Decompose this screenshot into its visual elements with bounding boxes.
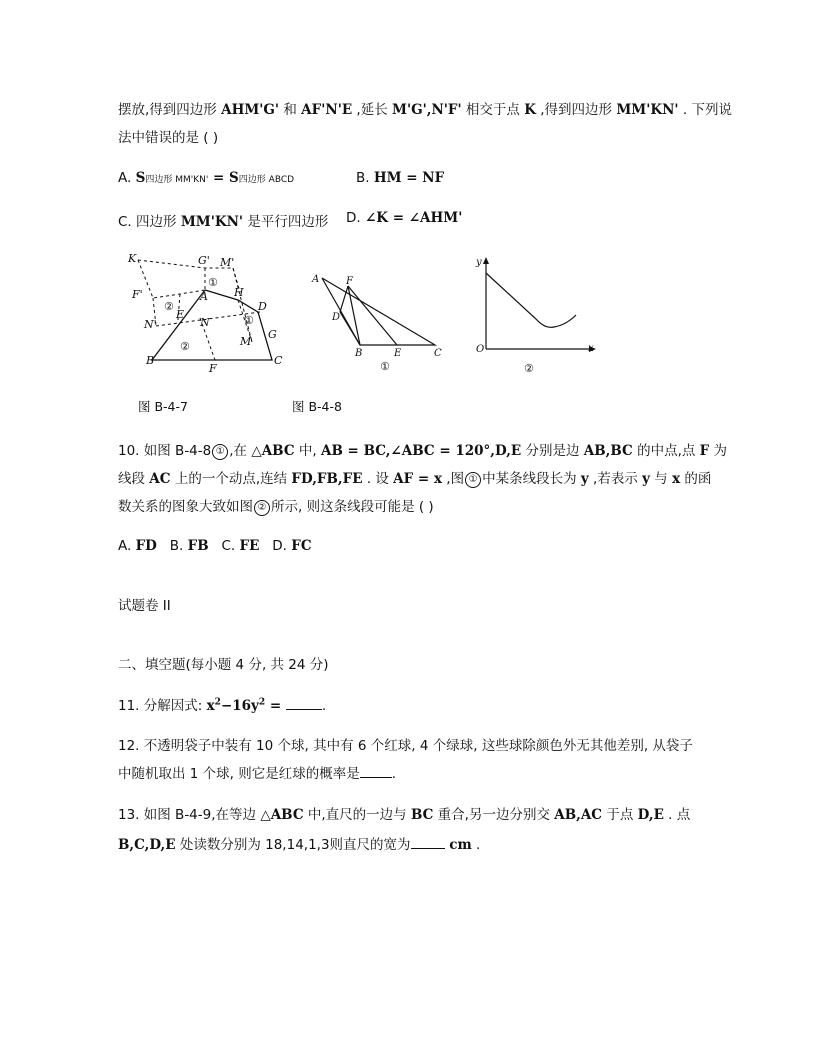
text: 10. 如图 B-4-8 (118, 443, 212, 459)
q10-line-3 (118, 495, 434, 516)
fig48-label-circle1: ① (380, 360, 390, 373)
math: y (580, 471, 589, 487)
text: ,延长 (352, 102, 392, 118)
option-label: A. (118, 170, 136, 186)
text: . (391, 766, 397, 782)
answer-blank[interactable] (286, 697, 322, 710)
math: MM'KN' (180, 214, 244, 230)
math: FD (135, 538, 157, 554)
text: 的中点,点 (632, 443, 700, 459)
fig48-label-f: F (346, 276, 353, 287)
figure-caption-b-4-7: 图 B-4-7 (138, 399, 188, 414)
option-label: D. (272, 538, 292, 554)
text: 分别是边 (521, 443, 584, 459)
option-label: B. (169, 538, 188, 554)
text: 是平行四边形 (243, 214, 329, 230)
text: 中, (294, 443, 321, 459)
math: HM = NF (373, 170, 445, 186)
option-label: C. 四边形 (118, 214, 181, 230)
fig47-label-circle1-right: ① (244, 314, 254, 327)
text: . (321, 698, 327, 714)
q12-line-1: 12. 不透明袋子中装有 10 个球, 其中有 6 个红球, 4 个绿球, 这些球除颜色外无其他差别, 从袋子 (118, 738, 693, 754)
fig48-label-d: D (332, 312, 341, 323)
text: ,图 (442, 471, 465, 487)
fig47-label-n1: N' (144, 318, 157, 331)
exponent: 2 (214, 697, 221, 708)
math: D,E (637, 807, 664, 823)
math: B,C,D,E (118, 837, 176, 853)
q9-option-c (118, 210, 328, 230)
math: AB = BC,∠ABC = 120°,D,E (320, 443, 522, 459)
math: ∠K = ∠AHM' (364, 210, 463, 226)
figure-caption-b-4-8: 图 B-4-8 (292, 399, 342, 414)
math: AF'N'E (301, 102, 353, 118)
text: 中某条线段长为 (482, 471, 581, 487)
fig47-label-g: G (268, 328, 277, 341)
math: AB,BC (583, 443, 633, 459)
q11 (118, 694, 326, 714)
fig47-label-circle1-top: ① (208, 276, 218, 289)
fig47-label-m1: M' (220, 256, 235, 269)
fig47-label-c: C (274, 354, 283, 367)
math: FD,FB,FE (291, 471, 363, 487)
exponent: 2 (258, 697, 266, 708)
math: AB,AC (554, 807, 603, 823)
fig48b-label-x: x (588, 343, 594, 354)
q10-option-a (118, 538, 157, 554)
text: 于点 (602, 807, 638, 823)
subscript: 四边形 ABCD (238, 175, 295, 185)
fig47-label-n: N (200, 316, 210, 329)
math: y (642, 471, 650, 487)
fig47-label-b: B (146, 354, 155, 367)
text: 所示, 则这条线段可能是 ( ) (271, 499, 434, 515)
text: 数关系的图象大致如图 (118, 499, 253, 515)
circled-number: ① (212, 444, 228, 460)
math: S (229, 170, 239, 186)
q10-option-c (222, 538, 260, 554)
math: AC (149, 471, 171, 487)
math: MM'KN' (616, 102, 679, 118)
text: 线段 (118, 471, 150, 487)
q10-options (118, 538, 312, 554)
q10-line-1 (118, 439, 727, 460)
math: K (524, 102, 536, 118)
figure-b-4-8-part2 (470, 255, 600, 375)
text: 摆放,得到四边形 (118, 102, 222, 118)
paper-ii-heading: 试题卷 II (118, 598, 171, 614)
text: 13. 如图 B-4-9,在等边 (118, 807, 261, 823)
math: = (208, 170, 230, 186)
fig48b-label-y: y (476, 257, 482, 268)
q10-option-d (272, 538, 311, 554)
q10-option-b (170, 538, 209, 554)
q13-line-1 (118, 803, 690, 823)
q9-line-2: 法中错误的是 ( ) (118, 130, 219, 146)
fig47-label-circle2-left: ② (164, 300, 174, 313)
fig47-label-f1: F' (132, 288, 143, 301)
text: 相交于点 (461, 102, 525, 118)
text: . 下列说 (678, 102, 732, 118)
math: △ABC (251, 443, 295, 459)
text: ,若表示 (588, 471, 643, 487)
fig47-label-f: F (209, 362, 217, 375)
q10-line-2 (118, 467, 711, 488)
math: △ABC (260, 807, 304, 823)
q12-line-2 (118, 762, 396, 782)
option-label: C. (221, 538, 240, 554)
text: . 点 (663, 807, 691, 823)
q9-option-b (356, 170, 444, 186)
math: cm (444, 837, 472, 853)
text: 上的一个动点,连结 (170, 471, 292, 487)
subscript: 四边形 MM'KN' (145, 175, 209, 185)
fig48-label-a: A (312, 274, 320, 285)
fig47-label-g1: G' (198, 254, 210, 267)
text: ,得到四边形 (535, 102, 617, 118)
text: 与 (649, 471, 673, 487)
circled-number: ① (465, 472, 481, 488)
q9-option-a (118, 170, 294, 186)
fig48b-label-circle2: ② (524, 362, 534, 375)
math: x (672, 471, 681, 487)
fig48-label-b: B (355, 348, 363, 359)
text: 中,直尺的一边与 (303, 807, 411, 823)
q9-line-1 (118, 98, 732, 118)
answer-blank[interactable] (411, 836, 445, 849)
math: = (265, 698, 286, 714)
text: 处读数分别为 18,14,1,3则直尺的宽为 (175, 837, 411, 853)
text: 11. 分解因式: (118, 698, 207, 714)
figure-b-4-8-part1 (310, 270, 450, 375)
math: AF = x (393, 471, 442, 487)
option-label: B. (356, 170, 374, 186)
answer-blank[interactable] (360, 765, 392, 778)
fig47-label-k: K (128, 252, 137, 265)
fig48b-label-o: O (476, 344, 485, 355)
text: 为 (709, 443, 728, 459)
math: S (135, 170, 146, 186)
text: 中随机取出 1 个球, 则它是红球的概率是 (118, 766, 360, 782)
text: . (471, 837, 481, 853)
fig47-label-circle2-bottom: ② (180, 340, 190, 353)
math: FE (239, 538, 260, 554)
fig47-label-h: H (234, 286, 244, 299)
text: ,在 (229, 443, 252, 459)
math: FC (291, 538, 312, 554)
option-label: D. (346, 210, 365, 226)
math: BC (410, 807, 434, 823)
text: . 设 (362, 471, 394, 487)
text: 重合,另一边分别交 (433, 807, 555, 823)
fig48-label-e: E (394, 348, 402, 359)
text: 和 (279, 102, 302, 118)
math: AHM'G' (221, 102, 280, 118)
fig47-label-a: A (200, 290, 208, 303)
text: 的函 (680, 471, 712, 487)
section-title: 二、填空题(每小题 4 分, 共 24 分) (118, 657, 329, 673)
fig47-label-e: E (176, 308, 185, 321)
fig47-label-d: D (258, 300, 267, 313)
math: M'G',N'F' (392, 102, 462, 118)
math: x (206, 698, 215, 714)
figure-b-4-7 (120, 248, 300, 378)
option-label: A. (118, 538, 136, 554)
fig48-label-c: C (434, 348, 442, 359)
math: F (699, 443, 710, 459)
math: −16y (220, 698, 259, 714)
circled-number: ② (254, 500, 270, 516)
q9-option-d (346, 210, 462, 226)
math: FB (187, 538, 209, 554)
fig47-label-m: M (240, 335, 252, 348)
q13-line-2 (118, 833, 480, 853)
